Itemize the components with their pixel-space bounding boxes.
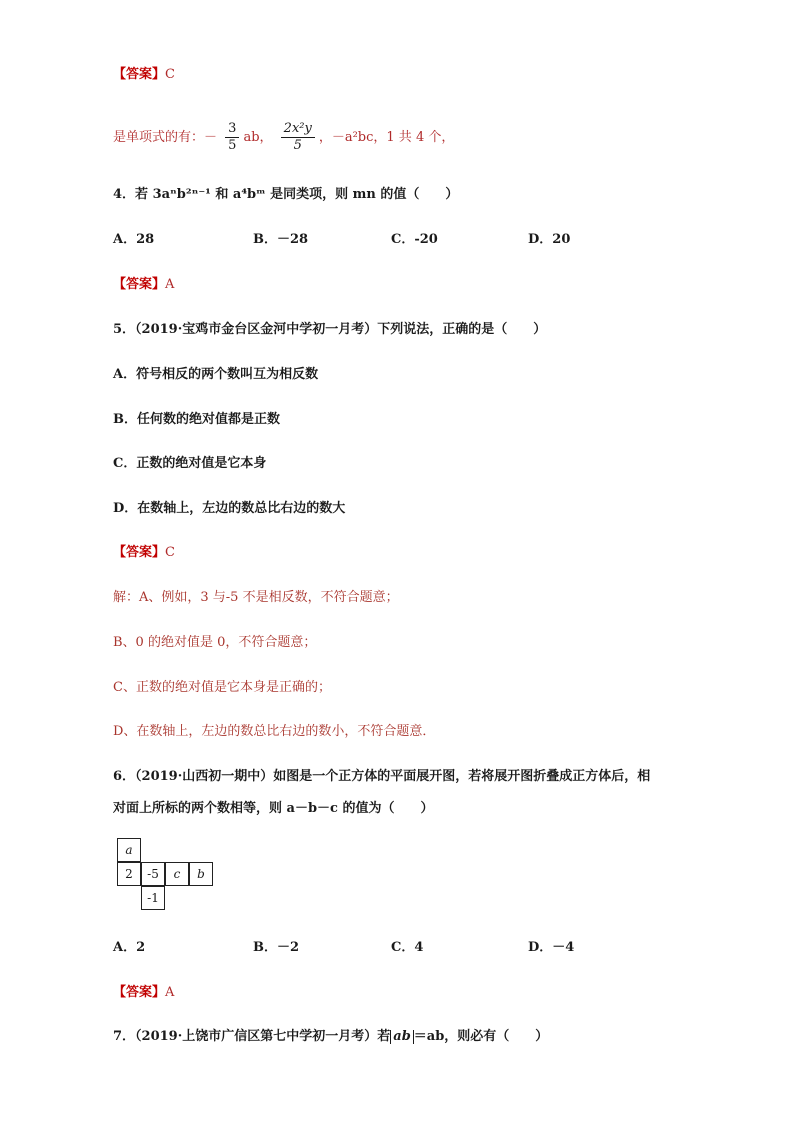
q5-option-b: B．任何数的绝对值都是正数	[113, 412, 280, 427]
answer-value: C	[165, 545, 175, 560]
q5-explanation-line: D、在数轴上，左边的数总比右边的数小，不符合题意．	[113, 724, 436, 739]
q6-option-b: B．－2	[253, 940, 300, 955]
q6-answer	[113, 984, 174, 1002]
fraction-denominator: 5	[228, 138, 237, 153]
net-cell-a: a	[117, 838, 141, 862]
answer-tag: 【答案】	[113, 67, 166, 82]
q7-stem	[113, 1028, 548, 1046]
net-cell-2: 2	[117, 862, 141, 886]
fraction-2x2y-5	[281, 121, 315, 154]
q7-stem-prefix: 7．（2019·上饶市广信区第七中学初一月考）若	[113, 1029, 391, 1044]
q5-option-a: A．符号相反的两个数叫互为相反数	[113, 367, 319, 382]
q4-option-a: A．28	[113, 232, 155, 247]
q4-stem: 4．若 3aⁿb²ⁿ⁻¹ 和 a⁴bᵐ 是同类项，则 mn 的值（ ）	[113, 187, 459, 202]
fraction-numerator: 3	[225, 121, 239, 138]
net-cell-neg5: -5	[141, 862, 165, 886]
fraction-denominator: 5	[293, 138, 302, 153]
answer-tag: 【答案】	[113, 545, 166, 560]
net-cell-neg1: -1	[141, 886, 165, 910]
q4-answer	[113, 276, 174, 294]
q7-stem-suffix: ＝ab，则必有（ ）	[413, 1029, 549, 1044]
monomial-ab: ab，	[243, 130, 273, 145]
net-cell-c: c	[165, 862, 189, 886]
q3-explanation	[113, 118, 454, 158]
q5-option-d: D．在数轴上，左边的数总比右边的数大	[113, 501, 346, 516]
answer-tag: 【答案】	[113, 985, 166, 1000]
fraction-numerator: 2x²y	[281, 121, 315, 138]
q4-option-d: D．20	[528, 232, 571, 247]
q5-option-c: C．正数的绝对值是它本身	[113, 456, 267, 471]
q5-answer	[113, 544, 175, 562]
answer-tag: 【答案】	[113, 277, 166, 292]
fraction-3-5	[225, 121, 239, 154]
absolute-value-ab: ab	[390, 1030, 414, 1044]
q6-option-a: A．2	[113, 940, 146, 955]
q3-answer	[113, 66, 175, 84]
explanation-prefix: 是单项式的有：	[113, 130, 205, 145]
answer-value: A	[165, 985, 175, 1000]
q6-stem-line1: 6．（2019·山西初一期中）如图是一个正方体的平面展开图，若将展开图折叠成正方体后，相	[113, 769, 651, 784]
q5-explanation-line: C、正数的绝对值是它本身是正确的；	[113, 680, 331, 695]
cube-net-diagram	[113, 838, 223, 918]
q6-option-c: C．4	[391, 940, 424, 955]
answer-value: A	[165, 277, 175, 292]
q4-option-b: B．－28	[253, 232, 309, 247]
q5-explanation-line: B、0 的绝对值是 0，不符合题意；	[113, 635, 317, 650]
q5-explanation-line: 解：A、例如，3 与-5 不是相反数，不符合题意；	[113, 590, 399, 605]
answer-value: C	[165, 67, 175, 82]
q6-stem-line2: 对面上所标的两个数相等，则 a－b－c 的值为（ ）	[113, 801, 434, 816]
q5-stem: 5．（2019·宝鸡市金台区金河中学初一月考）下列说法，正确的是（ ）	[113, 322, 547, 337]
q6-option-d: D．－4	[528, 940, 575, 955]
q4-option-c: C．-20	[391, 232, 438, 247]
minus-sign: －	[204, 130, 218, 145]
net-cell-b: b	[189, 862, 213, 886]
explanation-suffix: ，－a²bc，1 共 4 个，	[318, 130, 455, 145]
